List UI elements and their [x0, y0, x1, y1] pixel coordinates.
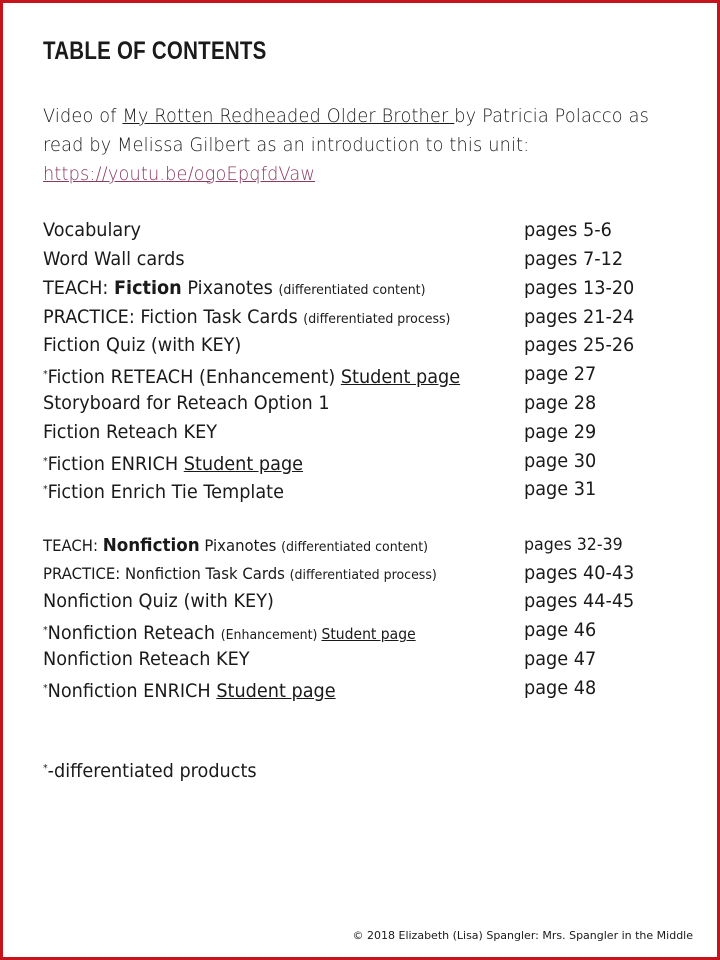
asterisk-mark: * [43, 763, 48, 774]
toc-pages: pages 13-20 [524, 277, 635, 299]
asterisk-mark: * [43, 683, 48, 694]
toc-pages: pages 40-43 [524, 562, 635, 584]
toc-pages: pages 32-39 [524, 535, 623, 555]
toc-pages: page 47 [524, 648, 597, 670]
toc-lead: Fiction Enrich Tie Template [47, 481, 284, 503]
toc-row-practice-nonfiction [43, 559, 683, 588]
toc-pages: pages 25-26 [524, 334, 635, 356]
toc-row-teach-fiction [43, 274, 683, 303]
toc-label: Fiction Quiz (with KEY) [43, 334, 242, 356]
toc-note: (differentiated process) [289, 567, 437, 583]
toc-pages: page 30 [524, 450, 597, 472]
toc-row-word-wall [43, 245, 683, 274]
toc-pages: page 29 [524, 421, 597, 443]
toc-row-storyboard [43, 389, 683, 418]
toc-pages: pages 7-12 [524, 248, 624, 270]
toc-row-nonfiction-reteach [43, 616, 683, 645]
page-title: TABLE OF CONTENTS [43, 37, 267, 65]
asterisk-mark: * [43, 484, 48, 495]
toc-note: (differentiated content) [278, 282, 426, 298]
student-page-link[interactable]: Student page [216, 680, 336, 702]
toc-note: (differentiated process) [303, 311, 451, 327]
toc-pages: page 31 [524, 478, 597, 500]
toc-row-vocabulary [43, 216, 683, 245]
toc-lead: PRACTICE: Nonfiction Task Cards [43, 564, 290, 583]
toc-label: Vocabulary [43, 219, 141, 241]
toc-label: Word Wall cards [43, 248, 185, 270]
toc-row-fiction-quiz [43, 331, 683, 360]
footnote [43, 760, 257, 782]
book-title: My Rotten Redheaded Older Brother [122, 105, 455, 127]
toc-rest: Pixanotes [181, 277, 279, 299]
student-page-link[interactable]: Student page [340, 366, 461, 388]
toc-lead: Nonfiction ENRICH [47, 680, 217, 702]
toc-lead: TEACH: [43, 277, 114, 299]
toc-pages: page 27 [524, 363, 597, 385]
toc-pages: pages 5-6 [524, 219, 612, 241]
toc-pages: page 48 [524, 677, 597, 699]
toc-row-nonfiction-quiz [43, 587, 683, 616]
toc-lead: PRACTICE: Fiction Task Cards [43, 306, 304, 328]
toc-row-nonfiction-enrich [43, 674, 683, 703]
video-link[interactable]: https://youtu.be/ogoEpqfdVaw [43, 163, 316, 185]
toc-bold: Nonfiction [102, 535, 200, 556]
toc-label: Storyboard for Reteach Option 1 [43, 392, 330, 414]
intro-paragraph [43, 102, 668, 189]
footnote-text: -differentiated products [47, 760, 257, 782]
asterisk-mark: * [43, 369, 48, 380]
toc-label: Nonfiction Reteach KEY [43, 648, 250, 670]
toc-pages: page 46 [524, 619, 597, 641]
intro-prefix: Video of [43, 105, 123, 127]
toc-pages: pages 21-24 [524, 306, 635, 328]
asterisk-mark: * [43, 456, 48, 467]
student-page-link[interactable]: Student page [183, 453, 304, 475]
toc-row-fiction-reteach [43, 360, 683, 389]
toc-note: (Enhancement) [220, 627, 322, 643]
toc-rest: Pixanotes [199, 536, 282, 555]
toc-lead: TEACH: [43, 536, 103, 555]
toc-row-teach-nonfiction [43, 531, 683, 560]
toc-label: Nonfiction Quiz (with KEY) [43, 590, 274, 612]
toc-row-tie-template [43, 475, 683, 504]
toc-lead: Nonfiction Reteach [47, 622, 221, 644]
toc-pages: page 28 [524, 392, 597, 414]
toc-bold: Fiction [113, 277, 182, 299]
toc-row-nonfiction-reteach-key [43, 645, 683, 674]
toc-row-practice-fiction [43, 303, 683, 332]
toc-note: (differentiated content) [281, 539, 429, 555]
toc-lead: Fiction ENRICH [47, 453, 184, 475]
toc-row-fiction-enrich [43, 447, 683, 476]
student-page-link[interactable]: Student page [321, 625, 416, 643]
copyright-notice: © 2018 Elizabeth (Lisa) Spangler: Mrs. Spangler in the Middle [352, 929, 693, 942]
toc-lead: Fiction RETEACH (Enhancement) [47, 366, 341, 388]
asterisk-mark: * [43, 625, 48, 636]
toc-row-fiction-reteach-key [43, 418, 683, 447]
toc-label: Fiction Reteach KEY [43, 421, 218, 443]
intro-text: by Patricia Polacco as read by Melissa Gilbert as an introduction to this unit: [43, 105, 649, 156]
toc-pages: pages 44-45 [524, 590, 635, 612]
